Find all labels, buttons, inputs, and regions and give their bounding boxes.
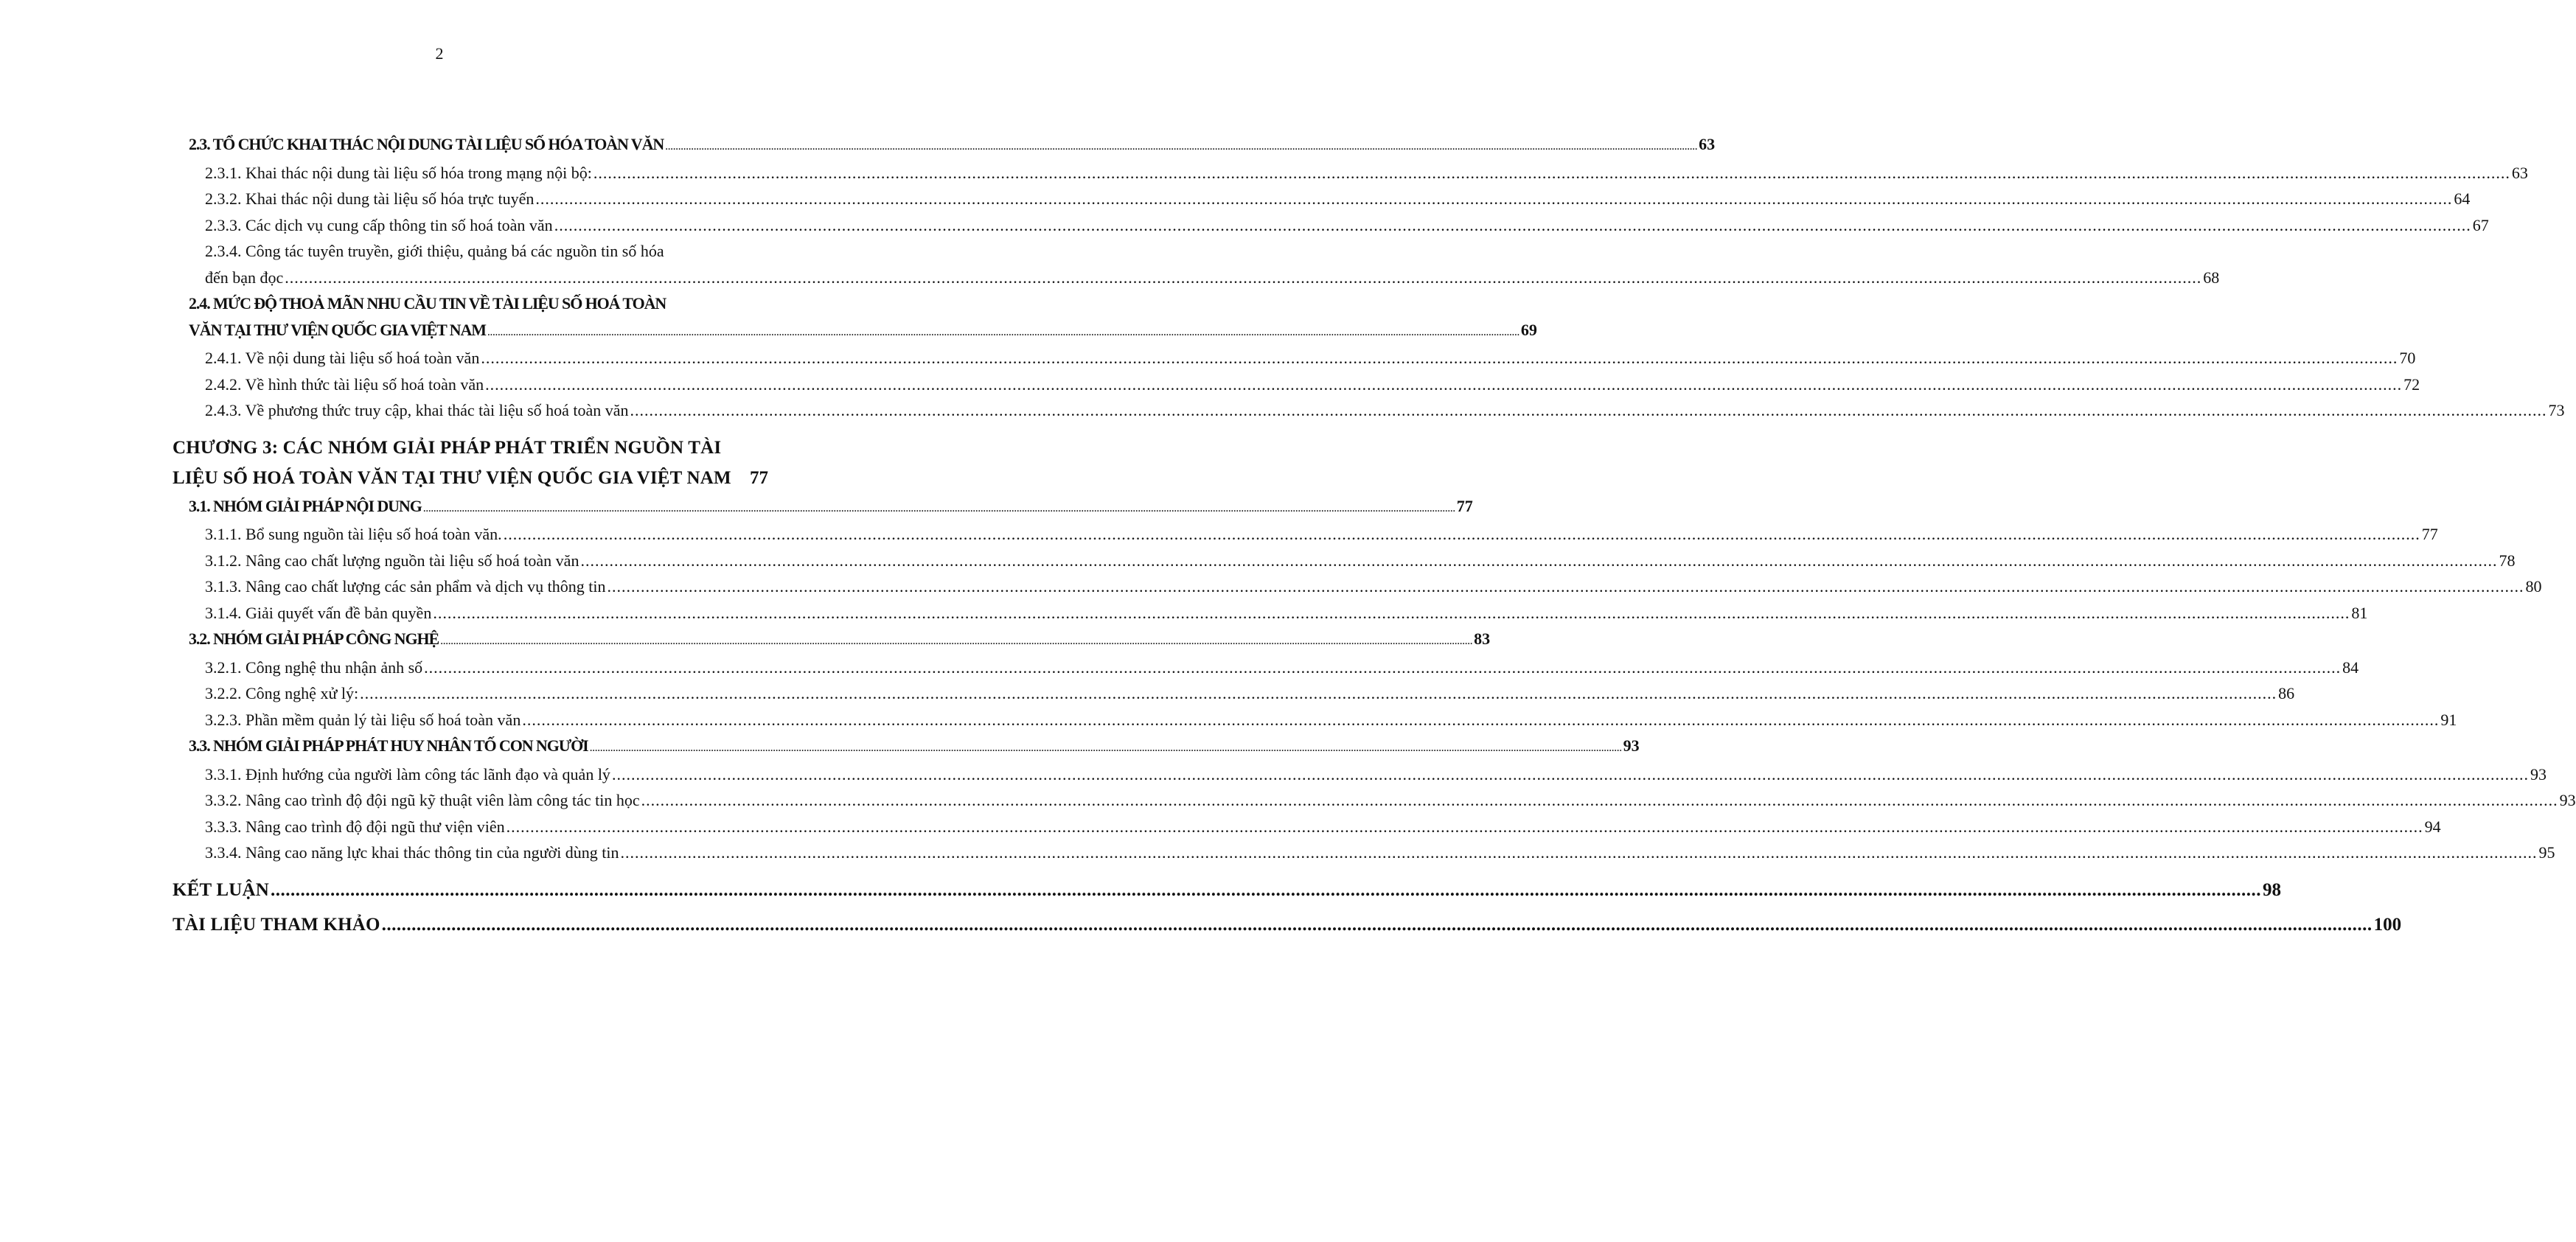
toc-entry-title: VĂN TẠI THƯ VIỆN QUỐC GIA VIỆT NAM [189, 320, 486, 339]
toc-entry-title: TÀI LIỆU THAM KHẢO [173, 914, 380, 935]
toc-dot-leader: ................................................................................................................................................................................................................................................................................................................................................................................................................ [607, 577, 2524, 596]
toc-dot-leader: ................................................................................................................................................................................................................................................................................................................................................................................................................ [641, 791, 2558, 809]
toc-dot-leader: ................................................................................................................................................................................................................................................................................................................................................................................................................ [611, 764, 2529, 784]
toc-entry-title: đến bạn đọc [205, 268, 284, 287]
toc-entry-title-line: 2.4. MỨC ĐỘ THOẢ MÃN NHU CẦU TIN VỀ TÀI LIỆU SỐ HOÁ TOÀN [189, 294, 666, 313]
toc-dot-leader: ................................................................................................................................................................................................................................................................................................................................................................................................................ [554, 215, 2471, 234]
toc-dot-leader: ................................................................................................................................................................................................................................................................................................................................................................................................................ [424, 657, 2342, 677]
toc-entry-line [205, 680, 2295, 707]
toc-entry-line [205, 840, 2555, 866]
toc-page-number: 93 [1623, 736, 1640, 755]
toc-entry-title-line: CHƯƠNG 3: CÁC NHÓM GIẢI PHÁP PHÁT TRIỂN NGUỒN TÀI [173, 437, 722, 458]
toc-entry-title: LIỆU SỐ HOÁ TOÀN VĂN TẠI THƯ VIỆN QUỐC GIA VIỆT NAM [173, 467, 731, 488]
toc-entry-line [205, 397, 2565, 424]
toc-entry-line [173, 910, 2402, 940]
toc-entry-line [189, 733, 1640, 761]
toc-dot-leader: ................................................................................................................................................................................................................................................................................................................................................................................................................ [440, 635, 1473, 647]
toc-subsection-entry[interactable] [173, 655, 2359, 681]
toc-entry-line [205, 265, 2220, 291]
toc-subsection-entry[interactable] [173, 397, 2565, 424]
toc-dot-leader: ................................................................................................................................................................................................................................................................................................................................................................................................................ [481, 349, 2398, 367]
toc-page-number: 95 [2538, 843, 2555, 862]
toc-page-number: 94 [2424, 817, 2441, 836]
toc-subsection-entry[interactable] [173, 573, 2542, 600]
toc-dot-leader: ................................................................................................................................................................................................................................................................................................................................................................................................................ [503, 525, 2420, 543]
toc-entry-title: 3.1. NHÓM GIẢI PHÁP NỘI DUNG [189, 496, 422, 515]
toc-dot-leader: ................................................................................................................................................................................................................................................................................................................................................................................................................ [271, 879, 2262, 900]
toc-subsection-entry[interactable] [173, 761, 2547, 788]
toc-dot-leader: ................................................................................................................................................................................................................................................................................................................................................................................................................ [487, 325, 1520, 338]
toc-entry-title: 3.1.4. Giải quyết vấn đề bản quyền [205, 603, 432, 622]
toc-subsection-entry[interactable] [173, 186, 2471, 212]
toc-dot-leader: ................................................................................................................................................................................................................................................................................................................................................................................................................ [589, 742, 1622, 754]
toc-entry-line [205, 186, 2471, 212]
toc-entry-line [189, 317, 1537, 346]
toc-page-number: 72 [2403, 374, 2420, 394]
toc-page-number: 84 [2342, 657, 2359, 677]
toc-section-entry[interactable] [173, 626, 1491, 655]
toc-entry-title: 3.3.2. Nâng cao trình độ đội ngũ kỹ thuật viên làm công tác tin học [205, 791, 640, 809]
toc-page-number: 77 [750, 467, 768, 488]
toc-entry-title: 3.1.2. Nâng cao chất lượng nguồn tài liệu số hoá toàn văn [205, 551, 579, 570]
toc-subsection-entry[interactable] [173, 521, 2438, 548]
toc-page-number: 81 [2351, 603, 2368, 622]
toc-subsection-entry[interactable] [173, 840, 2555, 866]
page-number: 2 [435, 44, 444, 63]
toc-chapter-entry[interactable] [173, 433, 768, 493]
toc-entry-line [205, 345, 2416, 371]
toc-entry-line [173, 875, 2282, 905]
toc-entry-title: 3.3.4. Nâng cao năng lực khai thác thông tin của người dùng tin [205, 843, 619, 862]
toc-dot-leader: ................................................................................................................................................................................................................................................................................................................................................................................................................ [580, 551, 2498, 570]
toc-entry-line [205, 707, 2457, 733]
toc-page-number: 69 [1520, 320, 1537, 339]
toc-entry-title: 3.3.3. Nâng cao trình độ đội ngũ thư viện viên [205, 817, 505, 836]
toc-page-number: 86 [2278, 684, 2295, 702]
toc-page-number: 63 [2511, 163, 2528, 182]
toc-subsection-entry[interactable] [173, 212, 2489, 239]
toc-entry-line [205, 814, 2441, 840]
toc-subsection-entry[interactable] [173, 787, 2576, 814]
toc-entry-title: 2.3.3. Các dịch vụ cung cấp thông tin số hoá toàn văn [205, 215, 553, 234]
toc-page-number: 93 [2559, 791, 2576, 809]
toc-subsection-entry[interactable] [173, 548, 2516, 574]
toc-entry-title: 3.2. NHÓM GIẢI PHÁP CÔNG NGHỆ [189, 629, 439, 648]
toc-entry-line [205, 212, 2489, 239]
toc-entry-title: 2.3. TỔ CHỨC KHAI THÁC NỘI DUNG TÀI LIỆU SỐ HÓA TOÀN VĂN [189, 135, 664, 153]
toc-dot-leader: ................................................................................................................................................................................................................................................................................................................................................................................................................ [593, 163, 2510, 182]
toc-chapter-entry[interactable] [173, 910, 2402, 940]
toc-subsection-entry[interactable] [173, 814, 2441, 840]
toc-entry-line [189, 131, 1716, 160]
toc-page-number: 83 [1474, 629, 1491, 648]
toc-entry-line [205, 371, 2420, 398]
toc-entry-line [205, 573, 2542, 600]
toc-entry-line [189, 626, 1491, 655]
toc-dot-leader: ................................................................................................................................................................................................................................................................................................................................................................................................................ [422, 501, 1455, 514]
toc-page-number: 80 [2525, 577, 2542, 596]
table-of-contents [173, 131, 2576, 940]
toc-section-entry[interactable] [173, 733, 1640, 761]
toc-entry-line [205, 521, 2438, 548]
toc-page-number: 77 [2421, 525, 2438, 543]
toc-entry-line [205, 761, 2547, 788]
toc-dot-leader: ................................................................................................................................................................................................................................................................................................................................................................................................................ [506, 817, 2423, 836]
toc-page-number: 68 [2203, 268, 2220, 287]
toc-dot-leader: ................................................................................................................................................................................................................................................................................................................................................................................................................ [433, 603, 2350, 622]
toc-page-number: 91 [2440, 710, 2457, 729]
toc-entry-title: 3.3.1. Định hướng của người làm công tác lãnh đạo và quản lý [205, 764, 610, 784]
toc-page-number: 78 [2499, 551, 2516, 570]
toc-subsection-entry[interactable] [173, 600, 2368, 627]
toc-subsection-entry[interactable] [173, 371, 2420, 398]
toc-page-number: 73 [2548, 401, 2565, 419]
toc-entry-line [173, 463, 768, 493]
toc-dot-leader: ................................................................................................................................................................................................................................................................................................................................................................................................................ [665, 140, 1698, 153]
toc-entry-line [205, 548, 2516, 574]
toc-subsection-entry[interactable] [173, 680, 2295, 707]
toc-entry-title: 3.1.1. Bổ sung nguồn tài liệu số hoá toàn văn. [205, 525, 502, 543]
toc-subsection-entry[interactable] [173, 345, 2416, 371]
toc-page-number: 100 [2373, 914, 2402, 935]
toc-entry-title: 3.2.3. Phần mềm quản lý tài liệu số hoá toàn văn [205, 710, 521, 729]
toc-entry-line [205, 655, 2359, 681]
toc-dot-leader: ................................................................................................................................................................................................................................................................................................................................................................................................................ [630, 401, 2547, 419]
toc-dot-leader: ................................................................................................................................................................................................................................................................................................................................................................................................................ [620, 843, 2538, 862]
toc-dot-leader: ................................................................................................................................................................................................................................................................................................................................................................................................................ [285, 268, 2202, 287]
toc-dot-leader: ................................................................................................................................................................................................................................................................................................................................................................................................................ [360, 684, 2277, 702]
toc-entry-title: 2.4.3. Về phương thức truy cập, khai thác tài liệu số hoá toàn văn [205, 401, 629, 419]
toc-entry-title: 2.4.2. Về hình thức tài liệu số hoá toàn văn [205, 374, 484, 394]
toc-subsection-entry[interactable] [173, 160, 2528, 186]
toc-section-entry[interactable] [173, 131, 1716, 160]
toc-page-number: 64 [2454, 189, 2471, 208]
toc-page-number: 77 [1456, 496, 1473, 515]
toc-dot-leader: ................................................................................................................................................................................................................................................................................................................................................................................................................ [535, 189, 2453, 208]
toc-section-entry[interactable] [173, 290, 1537, 345]
toc-page-number: 93 [2530, 764, 2547, 784]
toc-subsection-entry[interactable] [173, 707, 2457, 733]
toc-entry-title: 2.3.2. Khai thác nội dung tài liệu số hóa trực tuyến [205, 189, 535, 208]
toc-subsection-entry[interactable] [173, 238, 2220, 290]
toc-entry-line [205, 600, 2368, 627]
toc-page-number: 67 [2472, 215, 2489, 234]
toc-entry-title: KẾT LUẬN [173, 879, 270, 900]
toc-page-number: 70 [2399, 349, 2416, 367]
toc-entry-title: 3.3. NHÓM GIẢI PHÁP PHÁT HUY NHÂN TỐ CON NGƯỜI [189, 736, 588, 755]
toc-dot-leader: ................................................................................................................................................................................................................................................................................................................................................................................................................ [485, 374, 2403, 394]
toc-entry-line [205, 787, 2576, 814]
toc-entry-title: 3.1.3. Nâng cao chất lượng các sản phẩm và dịch vụ thông tin [205, 577, 606, 596]
toc-entry-title: 2.3.1. Khai thác nội dung tài liệu số hóa trong mạng nội bộ: [205, 163, 592, 182]
toc-page-number: 63 [1699, 135, 1716, 153]
toc-dot-leader: ................................................................................................................................................................................................................................................................................................................................................................................................................ [522, 710, 2440, 729]
toc-dot-leader: ................................................................................................................................................................................................................................................................................................................................................................................................................ [381, 914, 2373, 935]
toc-entry-title: 3.2.1. Công nghệ thu nhận ảnh số [205, 657, 423, 677]
toc-entry-title-line: 2.3.4. Công tác tuyên truyền, giới thiệu, quảng bá các nguồn tin số hóa [205, 242, 664, 260]
toc-entry-line [205, 160, 2528, 186]
toc-chapter-entry[interactable] [173, 875, 2282, 905]
toc-entry-title: 3.2.2. Công nghệ xử lý: [205, 684, 359, 702]
toc-entry-title: 2.4.1. Về nội dung tài liệu số hoá toàn văn [205, 349, 480, 367]
toc-section-entry[interactable] [173, 493, 1473, 522]
toc-entry-line [189, 493, 1473, 522]
toc-page-number: 98 [2263, 879, 2282, 900]
